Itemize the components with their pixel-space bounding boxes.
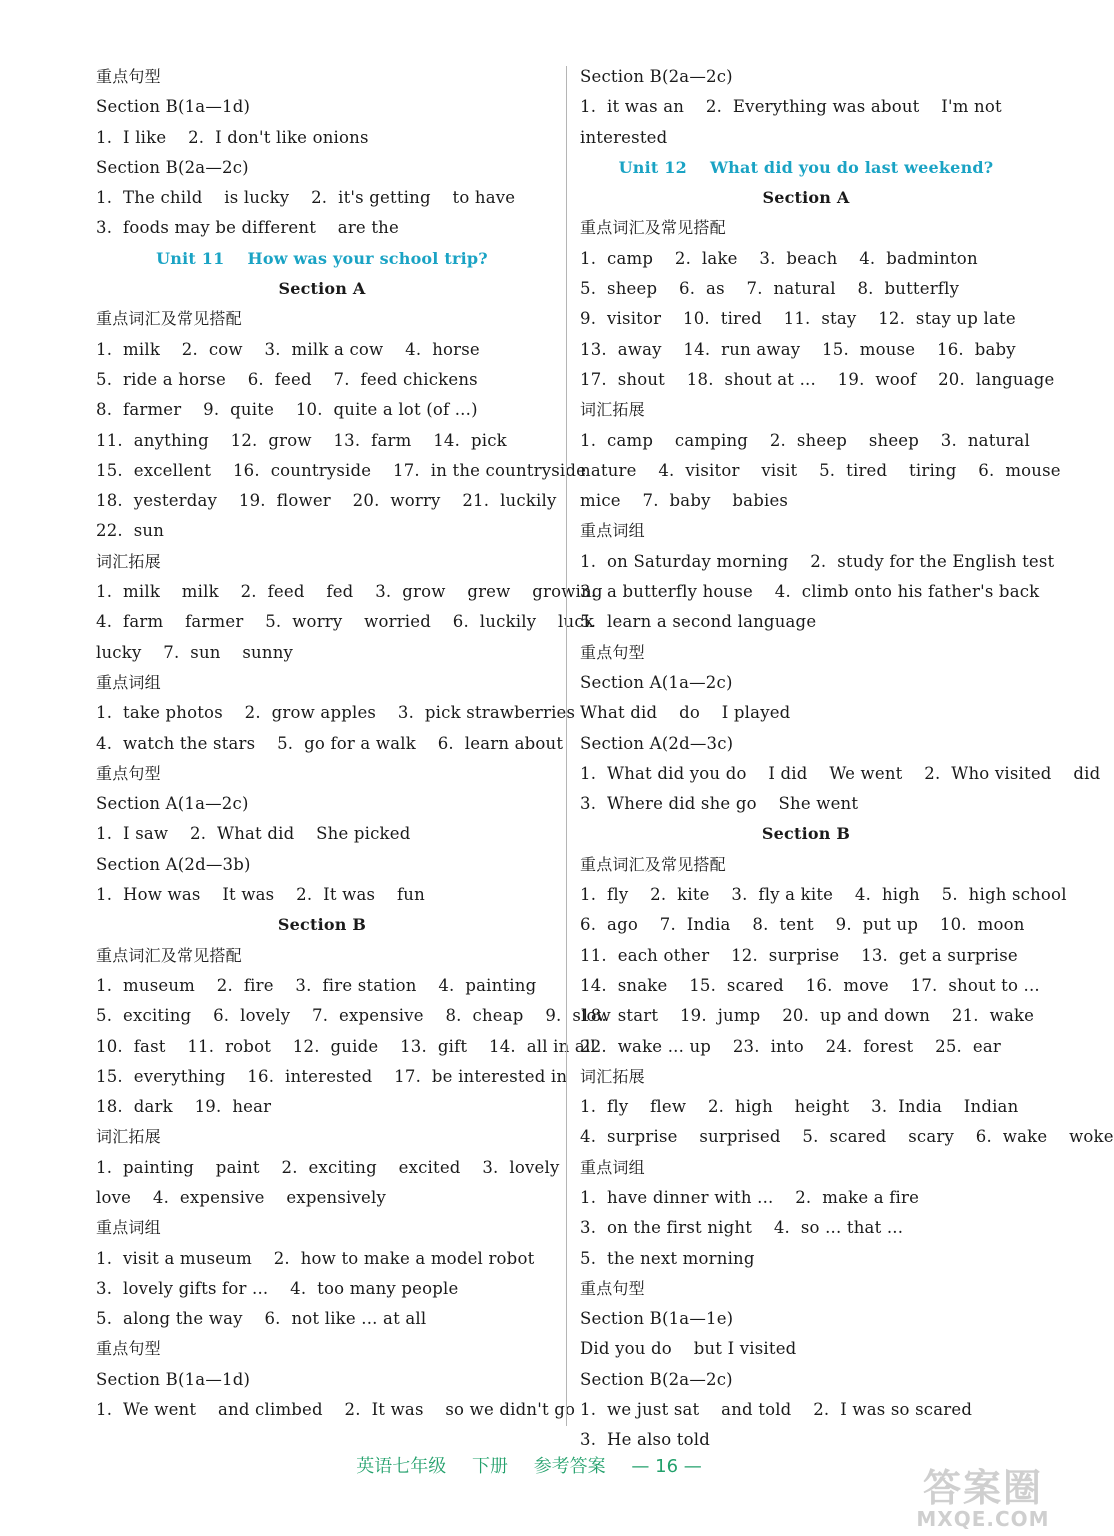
answer-line: 6. ago 7. India 8. tent 9. put up 10. moon xyxy=(580,915,1025,935)
answer-line: 18. start 19. jump 20. up and down 21. wake xyxy=(580,1006,1035,1026)
answer-line: Section A(2d—3c) xyxy=(580,733,734,753)
answer-line: 1. The child is lucky 2. it's getting to have xyxy=(96,188,516,208)
column-divider xyxy=(566,66,567,1426)
section-heading: 重点句型 xyxy=(96,67,161,86)
answer-line: Section A(1a—2c) xyxy=(96,794,249,814)
answer-line: 3. on the first night 4. so ... that ... xyxy=(580,1218,904,1238)
answer-line: 1. What did you do I did We went 2. Who visited did xyxy=(580,763,1101,783)
answer-line: Section B(2a—2c) xyxy=(580,67,733,86)
section-heading: 重点句型 xyxy=(96,763,161,783)
section-heading: 词汇拓展 xyxy=(580,1066,645,1086)
section-heading: 重点句型 xyxy=(580,642,645,662)
answer-line: 1. I saw 2. What did She picked xyxy=(96,824,411,844)
answer-line: 3. lovely gifts for ... 4. too many people xyxy=(96,1278,459,1298)
section-heading: 重点词组 xyxy=(96,672,161,692)
answer-line: Section A(2d—3b) xyxy=(96,854,251,874)
answer-line: 1. museum 2. fire 3. fire station 4. painting xyxy=(96,975,537,995)
answer-line: 10. fast 11. robot 12. guide 13. gift 14. all in all xyxy=(96,1036,596,1056)
right-column xyxy=(580,62,1114,1456)
page-footer xyxy=(0,1452,1058,1478)
answer-line: interested xyxy=(580,127,668,147)
section-heading: 重点词汇及常见搭配 xyxy=(580,218,726,238)
watermark-site: MXQE.COM xyxy=(916,1507,1050,1531)
answer-line: 1. painting paint 2. exciting excited 3. lovely xyxy=(96,1157,560,1177)
section-title: Section B xyxy=(277,915,367,935)
watermark-logo xyxy=(912,1468,1054,1532)
answer-line: 1. we just sat and told 2. I was so scared xyxy=(580,1400,973,1420)
answer-line: nature 4. visitor visit 5. tired tiring 6. mouse xyxy=(580,460,1061,480)
answer-line: What did do I played xyxy=(580,703,791,723)
answer-line: 1. it was an 2. Everything was about I'm not xyxy=(580,97,1002,117)
answer-line: 1. How was It was 2. It was fun xyxy=(96,885,425,905)
answer-line: 17. shout 18. shout at ... 19. woof 20. language xyxy=(580,369,1055,389)
answer-line: Section B(2a—2c) xyxy=(96,157,249,177)
section-heading: 词汇拓展 xyxy=(96,551,161,571)
answer-line: Section A(1a—2c) xyxy=(580,672,733,692)
watermark-logo-text: 答案圈 xyxy=(922,1466,1043,1510)
answer-line: lucky 7. sun sunny xyxy=(96,642,294,662)
section-title: Section A xyxy=(278,279,366,299)
answer-line: 5. learn a second language xyxy=(580,612,817,632)
answer-line: 4. watch the stars 5. go for a walk 6. learn about xyxy=(96,733,564,753)
answer-line: 9. visitor 10. tired 11. stay 12. stay up late xyxy=(580,309,1016,329)
answer-line: 1. have dinner with ... 2. make a fire xyxy=(580,1187,920,1207)
unit-title: Unit 12 What did you do last weekend? xyxy=(618,157,994,177)
answer-line: 3. He also told xyxy=(580,1430,710,1450)
answer-line: 22. wake ... up 23. into 24. forest 25. ear xyxy=(580,1036,1001,1056)
section-heading: 重点句型 xyxy=(580,1278,645,1298)
answer-line: love 4. expensive expensively xyxy=(96,1187,386,1207)
section-heading: 重点词汇及常见搭配 xyxy=(580,854,726,874)
left-column xyxy=(96,62,611,1425)
answer-line: 1. camp 2. lake 3. beach 4. badminton xyxy=(580,248,978,268)
answer-line: 4. surprise surprised 5. scared scary 6. wake woke xyxy=(580,1127,1114,1147)
answer-line: Did you do but I visited xyxy=(580,1339,797,1359)
answer-line: Section B(1a—1e) xyxy=(580,1309,734,1329)
answer-line: Section B(1a—1d) xyxy=(96,1369,251,1389)
answer-line: Section B(1a—1d) xyxy=(96,97,251,117)
answer-line: Section B(2a—2c) xyxy=(580,1369,733,1389)
answer-line: 3. Where did she go She went xyxy=(580,794,859,814)
answer-line: 14. snake 15. scared 16. move 17. shout to ... xyxy=(580,975,1040,995)
answer-line: 5. exciting 6. lovely 7. expensive 8. cheap 9. slow xyxy=(96,1006,611,1026)
answer-line: 1. camp camping 2. sheep sheep 3. natural xyxy=(580,430,1030,450)
section-heading: 词汇拓展 xyxy=(96,1127,161,1147)
section-heading: 词汇拓展 xyxy=(580,400,645,420)
section-heading: 重点句型 xyxy=(96,1339,161,1359)
answer-line: 4. farm farmer 5. worry worried 6. luckily luck xyxy=(96,612,594,632)
answer-line: 18. dark 19. hear xyxy=(96,1097,272,1117)
answer-line: 5. ride a horse 6. feed 7. feed chickens xyxy=(96,369,478,389)
answer-line: 1. milk milk 2. feed fed 3. grow grew growing xyxy=(96,582,603,602)
answer-line: 1. visit a museum 2. how to make a model robot xyxy=(96,1248,535,1268)
answer-line: 1. on Saturday morning 2. study for the English test xyxy=(580,551,1055,571)
section-heading: 重点词汇及常见搭配 xyxy=(96,945,242,965)
answer-line: 18. yesterday 19. flower 20. worry 21. luckily xyxy=(96,491,557,511)
answer-line: 3. foods may be different are the xyxy=(96,218,399,238)
footer-label: 参考答案 xyxy=(533,1456,606,1477)
answer-line: 11. anything 12. grow 13. farm 14. pick xyxy=(96,430,507,450)
answer-line: 1. We went and climbed 2. It was so we didn't go xyxy=(96,1400,576,1420)
answer-line: 13. away 14. run away 15. mouse 16. baby xyxy=(580,339,1016,359)
footer-subject: 英语七年级 xyxy=(356,1456,447,1477)
unit-title: Unit 11 How was your school trip? xyxy=(156,248,488,268)
answer-line: 5. along the way 6. not like ... at all xyxy=(96,1309,427,1329)
answer-line: 1. fly flew 2. high height 3. India Indian xyxy=(580,1097,1019,1117)
answer-line: 1. I like 2. I don't like onions xyxy=(96,127,369,147)
answer-line: 8. farmer 9. quite 10. quite a lot (of ...) xyxy=(96,400,478,420)
answer-line: 5. the next morning xyxy=(580,1248,755,1268)
footer-volume: 下册 xyxy=(471,1456,508,1477)
answer-line: 1. milk 2. cow 3. milk a cow 4. horse xyxy=(96,339,480,359)
answer-line: 5. sheep 6. as 7. natural 8. butterfly xyxy=(580,279,960,299)
section-heading: 重点词组 xyxy=(96,1218,161,1238)
section-heading: 重点词汇及常见搭配 xyxy=(96,309,242,329)
section-title: Section B xyxy=(761,824,851,844)
answer-line: 22. sun xyxy=(96,521,165,541)
answer-line: mice 7. baby babies xyxy=(580,491,789,511)
page-number: — 16 — xyxy=(631,1456,702,1477)
section-title: Section A xyxy=(762,188,850,208)
answer-line: 15. excellent 16. countryside 17. in the countryside xyxy=(96,460,587,480)
section-heading: 重点词组 xyxy=(580,521,645,541)
answer-line: 3. a butterfly house 4. climb onto his father's back xyxy=(580,582,1040,602)
answer-line: 15. everything 16. interested 17. be interested in xyxy=(96,1066,568,1086)
answer-line: 1. take photos 2. grow apples 3. pick strawberries xyxy=(96,703,576,723)
section-heading: 重点词组 xyxy=(580,1157,645,1177)
answer-line: 1. fly 2. kite 3. fly a kite 4. high 5. high school xyxy=(580,885,1067,905)
answer-line: 11. each other 12. surprise 13. get a surprise xyxy=(580,945,1018,965)
